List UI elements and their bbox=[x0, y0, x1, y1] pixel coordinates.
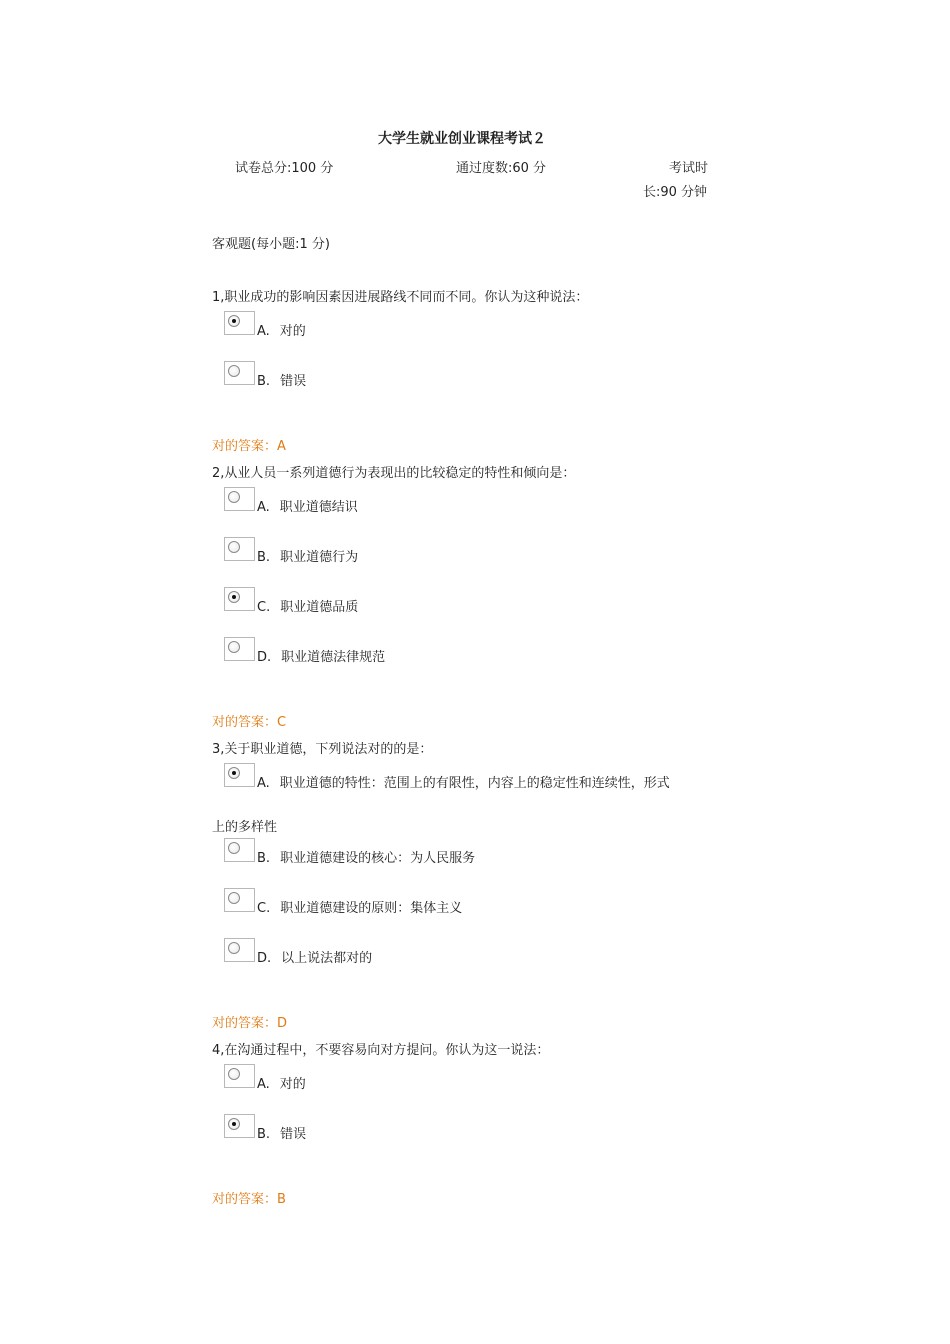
option-letter: A. bbox=[257, 500, 270, 515]
radio-circle-icon bbox=[228, 767, 240, 779]
option-letter: A. bbox=[257, 1077, 270, 1092]
question-1-answer: 对的答案：A bbox=[212, 439, 286, 454]
pass-score: 通过度数:60 分 bbox=[456, 161, 547, 176]
radio-button[interactable] bbox=[224, 1114, 255, 1138]
option-letter: D. bbox=[257, 650, 272, 665]
total-score: 试卷总分:100 分 bbox=[235, 161, 334, 176]
question-1-option-a[interactable] bbox=[224, 307, 306, 339]
question-4-option-b[interactable] bbox=[224, 1110, 307, 1142]
question-2-option-a[interactable] bbox=[224, 483, 358, 515]
question-2-text: 2,从业人员一系列道德行为表现出的比较稳定的特性和倾向是： bbox=[212, 466, 576, 481]
duration-label-line1: 考试时 bbox=[669, 161, 709, 176]
radio-circle-icon bbox=[228, 1068, 240, 1080]
question-1-option-b[interactable] bbox=[224, 357, 307, 389]
option-label: 以上说法都对的 bbox=[281, 951, 373, 966]
radio-circle-icon bbox=[228, 491, 240, 503]
radio-circle-icon bbox=[228, 1118, 240, 1130]
radio-circle-icon bbox=[228, 591, 240, 603]
question-1-text: 1,职业成功的影响因素因进展路线不同而不同。你认为这种说法： bbox=[212, 290, 589, 305]
option-label: 对的 bbox=[279, 1077, 306, 1092]
exam-title: 大学生就业创业课程考试２ bbox=[378, 131, 546, 147]
radio-circle-icon bbox=[228, 315, 240, 327]
option-letter: C. bbox=[257, 901, 271, 916]
radio-button[interactable] bbox=[224, 763, 255, 787]
radio-selected-dot-icon bbox=[232, 595, 236, 599]
question-2-answer: 对的答案：C bbox=[212, 715, 287, 730]
option-letter: A. bbox=[257, 776, 270, 791]
radio-button[interactable] bbox=[224, 938, 255, 962]
option-letter: A. bbox=[257, 324, 270, 339]
radio-button[interactable] bbox=[224, 637, 255, 661]
duration-label-line2: 长:90 分钟 bbox=[643, 185, 708, 200]
radio-button[interactable] bbox=[224, 311, 255, 335]
question-3-text: 3,关于职业道德，下列说法对的的是： bbox=[212, 742, 433, 757]
question-3-option-c[interactable] bbox=[224, 884, 463, 916]
radio-button[interactable] bbox=[224, 838, 255, 862]
option-label: 错误 bbox=[280, 374, 307, 389]
question-3-option-b[interactable] bbox=[224, 834, 476, 866]
option-label: 对的 bbox=[279, 324, 306, 339]
option-label: 职业道德品质 bbox=[280, 600, 359, 615]
option-letter: B. bbox=[257, 1127, 271, 1142]
option-letter: B. bbox=[257, 851, 271, 866]
question-2-option-b[interactable] bbox=[224, 533, 359, 565]
radio-button[interactable] bbox=[224, 537, 255, 561]
question-2-option-d[interactable] bbox=[224, 633, 386, 665]
option-label: 职业道德建设的原则：集体主义 bbox=[280, 901, 463, 916]
radio-button[interactable] bbox=[224, 487, 255, 511]
radio-circle-icon bbox=[228, 365, 240, 377]
radio-circle-icon bbox=[228, 541, 240, 553]
section-title: 客观题(每小题:1 分) bbox=[212, 237, 330, 252]
option-label: 职业道德结识 bbox=[279, 500, 358, 515]
radio-circle-icon bbox=[228, 641, 240, 653]
radio-selected-dot-icon bbox=[232, 1122, 236, 1126]
radio-button[interactable] bbox=[224, 587, 255, 611]
radio-selected-dot-icon bbox=[232, 771, 236, 775]
question-4-option-a[interactable] bbox=[224, 1060, 306, 1092]
option-label: 职业道德的特性：范围上的有限性，内容上的稳定性和连续性，形式 bbox=[279, 776, 670, 791]
question-3-option-d[interactable] bbox=[224, 934, 373, 966]
option-letter: C. bbox=[257, 600, 271, 615]
option-letter: B. bbox=[257, 550, 271, 565]
option-label: 职业道德行为 bbox=[280, 550, 359, 565]
question-3-answer: 对的答案：D bbox=[212, 1016, 288, 1031]
radio-circle-icon bbox=[228, 892, 240, 904]
option-label-continuation: 上的多样性 bbox=[212, 820, 278, 835]
radio-button[interactable] bbox=[224, 888, 255, 912]
radio-circle-icon bbox=[228, 842, 240, 854]
question-4-answer: 对的答案：B bbox=[212, 1192, 286, 1207]
option-letter: D. bbox=[257, 951, 272, 966]
option-label: 职业道德法律规范 bbox=[281, 650, 386, 665]
option-letter: B. bbox=[257, 374, 271, 389]
question-2-option-c[interactable] bbox=[224, 583, 359, 615]
question-3-option-a[interactable] bbox=[224, 759, 670, 791]
option-label: 错误 bbox=[280, 1127, 307, 1142]
radio-circle-icon bbox=[228, 942, 240, 954]
radio-button[interactable] bbox=[224, 1064, 255, 1088]
option-label: 职业道德建设的核心：为人民服务 bbox=[280, 851, 476, 866]
radio-button[interactable] bbox=[224, 361, 255, 385]
radio-selected-dot-icon bbox=[232, 319, 236, 323]
question-4-text: 4,在沟通过程中，不要容易向对方提问。你认为这一说法： bbox=[212, 1043, 550, 1058]
